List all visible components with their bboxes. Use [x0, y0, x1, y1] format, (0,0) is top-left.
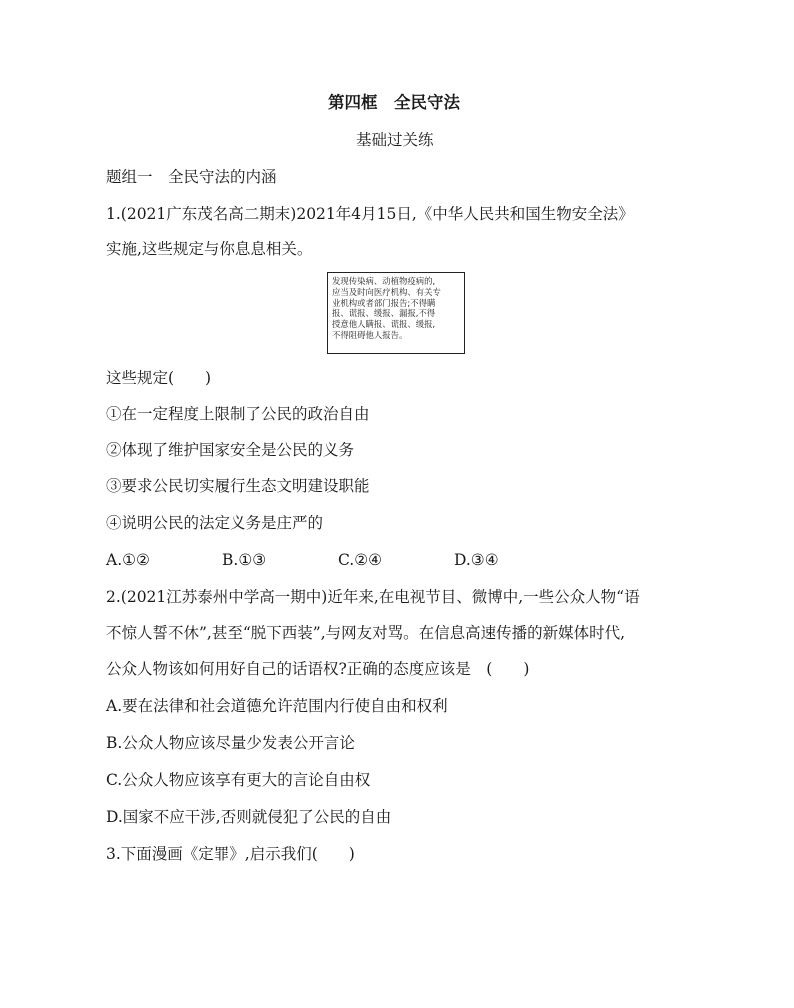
- regulation-excerpt-box: [327, 272, 465, 354]
- section-title: 基础过关练: [356, 131, 434, 149]
- q1-line-1: 1.(2021广东茂名高二期末)2021年4月15日,《中华人民共和国生物安全法》: [106, 205, 634, 223]
- option-a[interactable]: A.①②: [106, 551, 150, 569]
- option-d[interactable]: D.③④: [454, 551, 499, 569]
- lesson-title: 第四框 全民守法: [328, 93, 460, 112]
- q2-line-1: 2.(2021江苏泰州中学高一期中)近年来,在电视节目、微博中,一些公众人物“语: [106, 588, 640, 606]
- q2-option-a[interactable]: A.要在法律和社会道德允许范围内行使自由和权利: [106, 697, 448, 715]
- option-b[interactable]: B.①③: [222, 551, 267, 569]
- box-line: 应当及时向医疗机构、有关专: [332, 286, 441, 297]
- box-line: 业机构或者部门报告;不得瞒: [332, 297, 436, 308]
- q3-line-1: 3.下面漫画《定罪》,启示我们( ): [106, 845, 355, 863]
- q1-line-2: 实施,这些规定与你息息相关。: [106, 240, 313, 258]
- q1-statement-1: ①在一定程度上限制了公民的政治自由: [106, 405, 370, 423]
- q1-stem: 这些规定( ): [106, 369, 212, 387]
- q1-statement-4: ④说明公民的法定义务是庄严的: [106, 514, 324, 532]
- q2-line-3: 公众人物该如何用好自己的话语权?正确的态度应该是 ( ): [106, 660, 530, 678]
- box-line: 报、谎报、缓报、漏报,不得: [332, 308, 436, 319]
- q1-statement-3: ③要求公民切实履行生态文明建设职能: [106, 477, 370, 495]
- box-line: 授意他人瞒报、谎报、缓报,: [332, 319, 436, 330]
- q2-option-b[interactable]: B.公众人物应该尽量少发表公开言论: [106, 734, 355, 752]
- q2-option-d[interactable]: D.国家不应干涉,否则就侵犯了公民的自由: [106, 808, 392, 826]
- box-line: 不得阻碍他人报告。: [332, 329, 408, 340]
- group-heading: 题组一 全民守法的内涵: [106, 168, 277, 186]
- box-line: 发现传染病、动植物疫病的,: [332, 276, 436, 286]
- q2-option-c[interactable]: C.公众人物应该享有更大的言论自由权: [106, 771, 371, 789]
- q1-options: [106, 551, 570, 569]
- q2-line-2: 不惊人誓不休”,甚至“脱下西装”,与网友对骂。在信息高速传播的新媒体时代,: [106, 624, 626, 642]
- q1-statement-2: ②体现了维护国家安全是公民的义务: [106, 441, 355, 459]
- option-c[interactable]: C.②④: [338, 551, 383, 569]
